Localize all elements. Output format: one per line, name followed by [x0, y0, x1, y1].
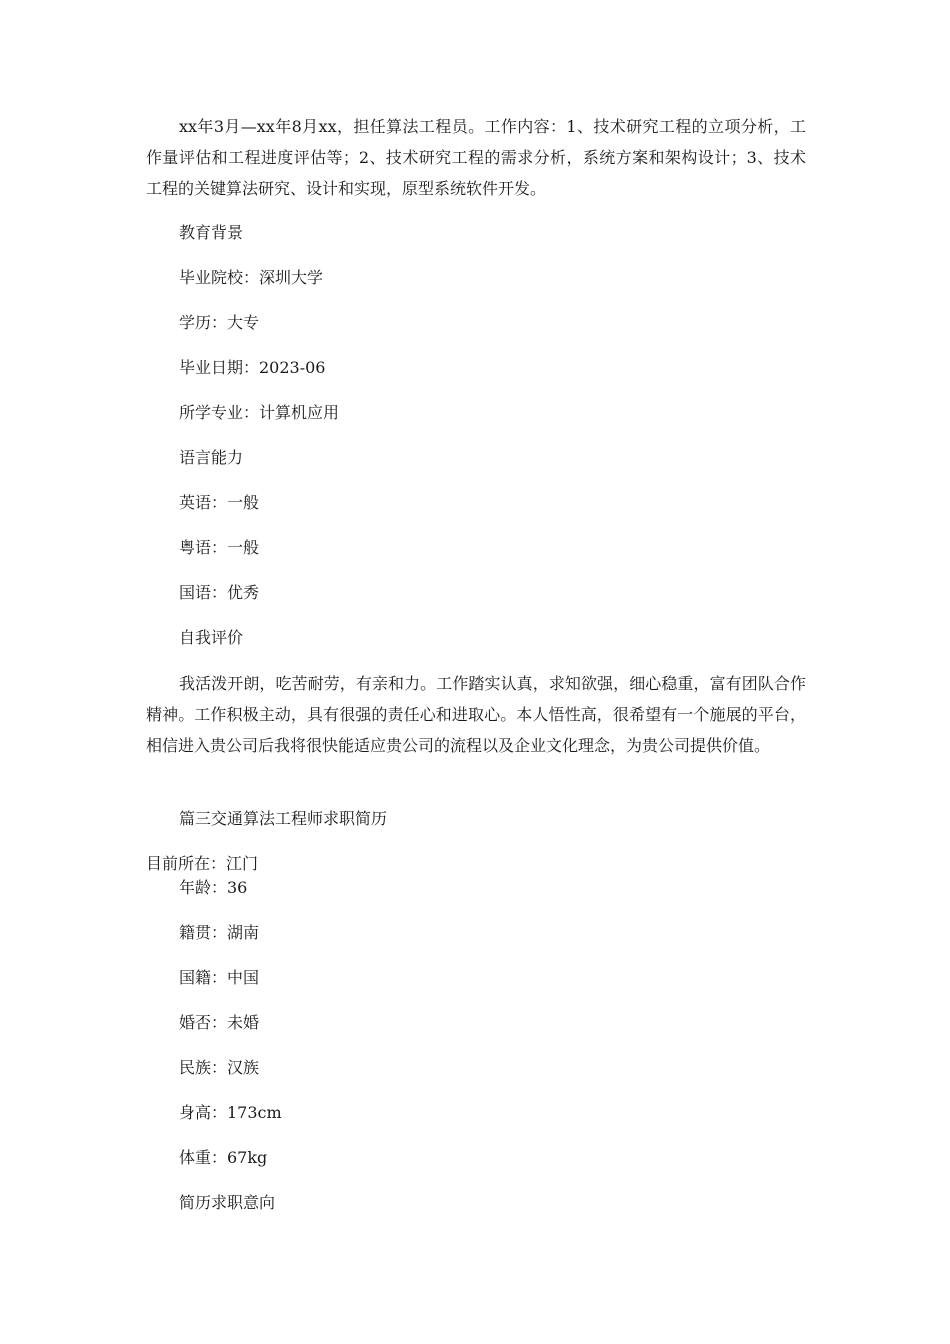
- intent-heading: 简历求职意向: [179, 1193, 276, 1212]
- school-line: 毕业院校：深圳大学: [179, 268, 324, 287]
- marital-line: 婚否：未婚: [179, 1013, 260, 1032]
- degree-line: 学历：大专: [179, 313, 260, 332]
- age-line: 年龄：36: [179, 878, 248, 897]
- nationality-line: 国籍：中国: [179, 968, 260, 987]
- language-heading: 语言能力: [179, 448, 244, 467]
- height-line: 身高：173cm: [179, 1103, 282, 1122]
- work-description-paragraph: xx年3月—xx年8月xx，担任算法工程员。工作内容：1、技术研究工程的立项分析，工作量评估和工程进度评估等；2、技术研究工程的需求分析，系统方案和架构设计；3、技术工程的关键算法研究、设计和实现，原型系统软件开发。: [146, 117, 806, 198]
- self-evaluation-heading: 自我评价: [179, 628, 244, 647]
- location-line: 目前所在：江门: [146, 854, 259, 873]
- hometown-line: 籍贯：湖南: [179, 923, 260, 942]
- major-line: 所学专业：计算机应用: [179, 403, 340, 422]
- english-line: 英语：一般: [179, 493, 260, 512]
- self-evaluation-paragraph: 我活泼开朗，吃苦耐劳，有亲和力。工作踏实认真，求知欲强，细心稳重，富有团队合作精神。工作积极主动，具有很强的责任心和进取心。本人悟性高，很希望有一个施展的平台，相信进入贵公司后我将很快能适应贵公司的流程以及企业文化理念，为贵公司提供价值。: [146, 674, 806, 755]
- weight-line: 体重：67kg: [179, 1148, 268, 1167]
- resume3-title: 篇三交通算法工程师求职简历: [179, 809, 388, 828]
- cantonese-line: 粤语：一般: [179, 538, 260, 557]
- ethnicity-line: 民族：汉族: [179, 1058, 260, 1077]
- education-heading: 教育背景: [179, 223, 244, 242]
- graduation-date-line: 毕业日期：2023-06: [179, 358, 326, 377]
- mandarin-line: 国语：优秀: [179, 583, 260, 602]
